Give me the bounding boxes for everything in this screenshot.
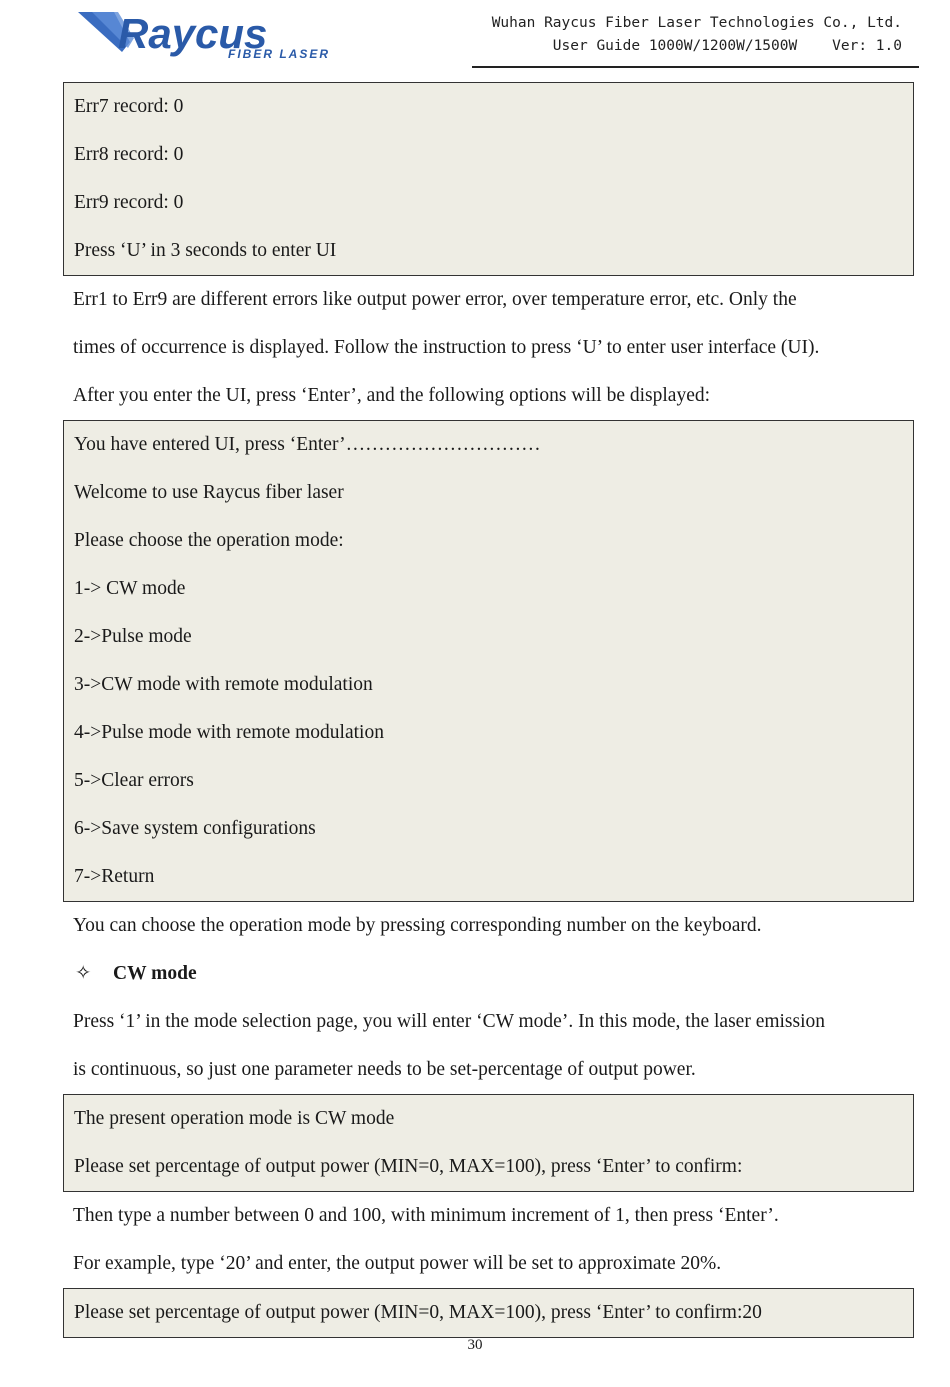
logo-graphic [78,8,358,60]
console-line: Err7 record: 0 [74,96,184,117]
logo-text: Raycus [118,10,268,57]
header-rule [472,66,919,68]
paragraph-example [63,1192,914,1288]
section-heading-cw-mode [63,950,914,998]
console-box-error-records [63,82,914,276]
console-box-menu [63,420,914,902]
text-line: Press ‘1’ in the mode selection page, you will enter ‘CW mode’. In this mode, the laser emission [73,1011,826,1032]
version-label: Ver: 1.0 [832,38,902,54]
text-line: For example, type ‘20’ and enter, the output power will be set to approximate 20%. [73,1253,722,1274]
logo-subtext: FIBER LASER [228,47,331,60]
text-line: times of occurrence is displayed. Follow the instruction to press ‘U’ to enter user interface (UI). [73,337,820,358]
menu-option-cw-remote: 3->CW mode with remote modulation [74,674,373,695]
console-line: Err8 record: 0 [74,144,184,165]
page-number: 30 [467,1337,483,1353]
page-header [0,0,950,72]
text-line: Err1 to Err9 are different errors like output power error, over temperature error, etc. Only the [73,289,797,310]
menu-option-save-config: 6->Save system configurations [74,818,316,839]
console-line: Press ‘U’ in 3 seconds to enter UI [74,240,337,261]
menu-option-pulse-remote: 4->Pulse mode with remote modulation [74,722,384,743]
company-name: Wuhan Raycus Fiber Laser Technologies Co., Ltd. [491,15,902,31]
paragraph-choose-mode [63,902,914,950]
console-line: Please choose the operation mode: [74,530,344,551]
diamond-star-icon: ✧ [75,963,92,984]
header-text [492,12,902,58]
console-line: You have entered UI, press ‘Enter’………………………… [74,434,541,455]
heading-title: CW mode [113,963,197,984]
text-line: You can choose the operation mode by pressing corresponding number on the keyboard. [73,915,762,936]
menu-option-return: 7->Return [74,866,155,887]
console-box-cw-input [63,1288,914,1338]
console-line: Welcome to use Raycus fiber laser [74,482,344,503]
paragraph-errors [63,276,914,420]
console-line: The present operation mode is CW mode [74,1108,395,1129]
paragraph-cw-mode [63,998,914,1094]
console-line: Err9 record: 0 [74,192,184,213]
page-content [63,82,914,1338]
menu-option-pulse: 2->Pulse mode [74,626,192,647]
console-line: Please set percentage of output power (MIN=0, MAX=100), press ‘Enter’ to confirm: [74,1156,743,1177]
console-box-cw-prompt [63,1094,914,1192]
raycus-logo [78,8,358,60]
menu-option-cw: 1-> CW mode [74,578,186,599]
text-line: Then type a number between 0 and 100, with minimum increment of 1, then press ‘Enter’. [73,1205,779,1226]
text-line: is continuous, so just one parameter needs to be set-percentage of output power. [73,1059,696,1080]
text-line: After you enter the UI, press ‘Enter’, and the following options will be displayed: [73,385,711,406]
guide-title: User Guide 1000W/1200W/1500W [552,38,798,54]
console-line: Please set percentage of output power (MIN=0, MAX=100), press ‘Enter’ to confirm:20 [74,1302,762,1323]
menu-option-clear-errors: 5->Clear errors [74,770,194,791]
